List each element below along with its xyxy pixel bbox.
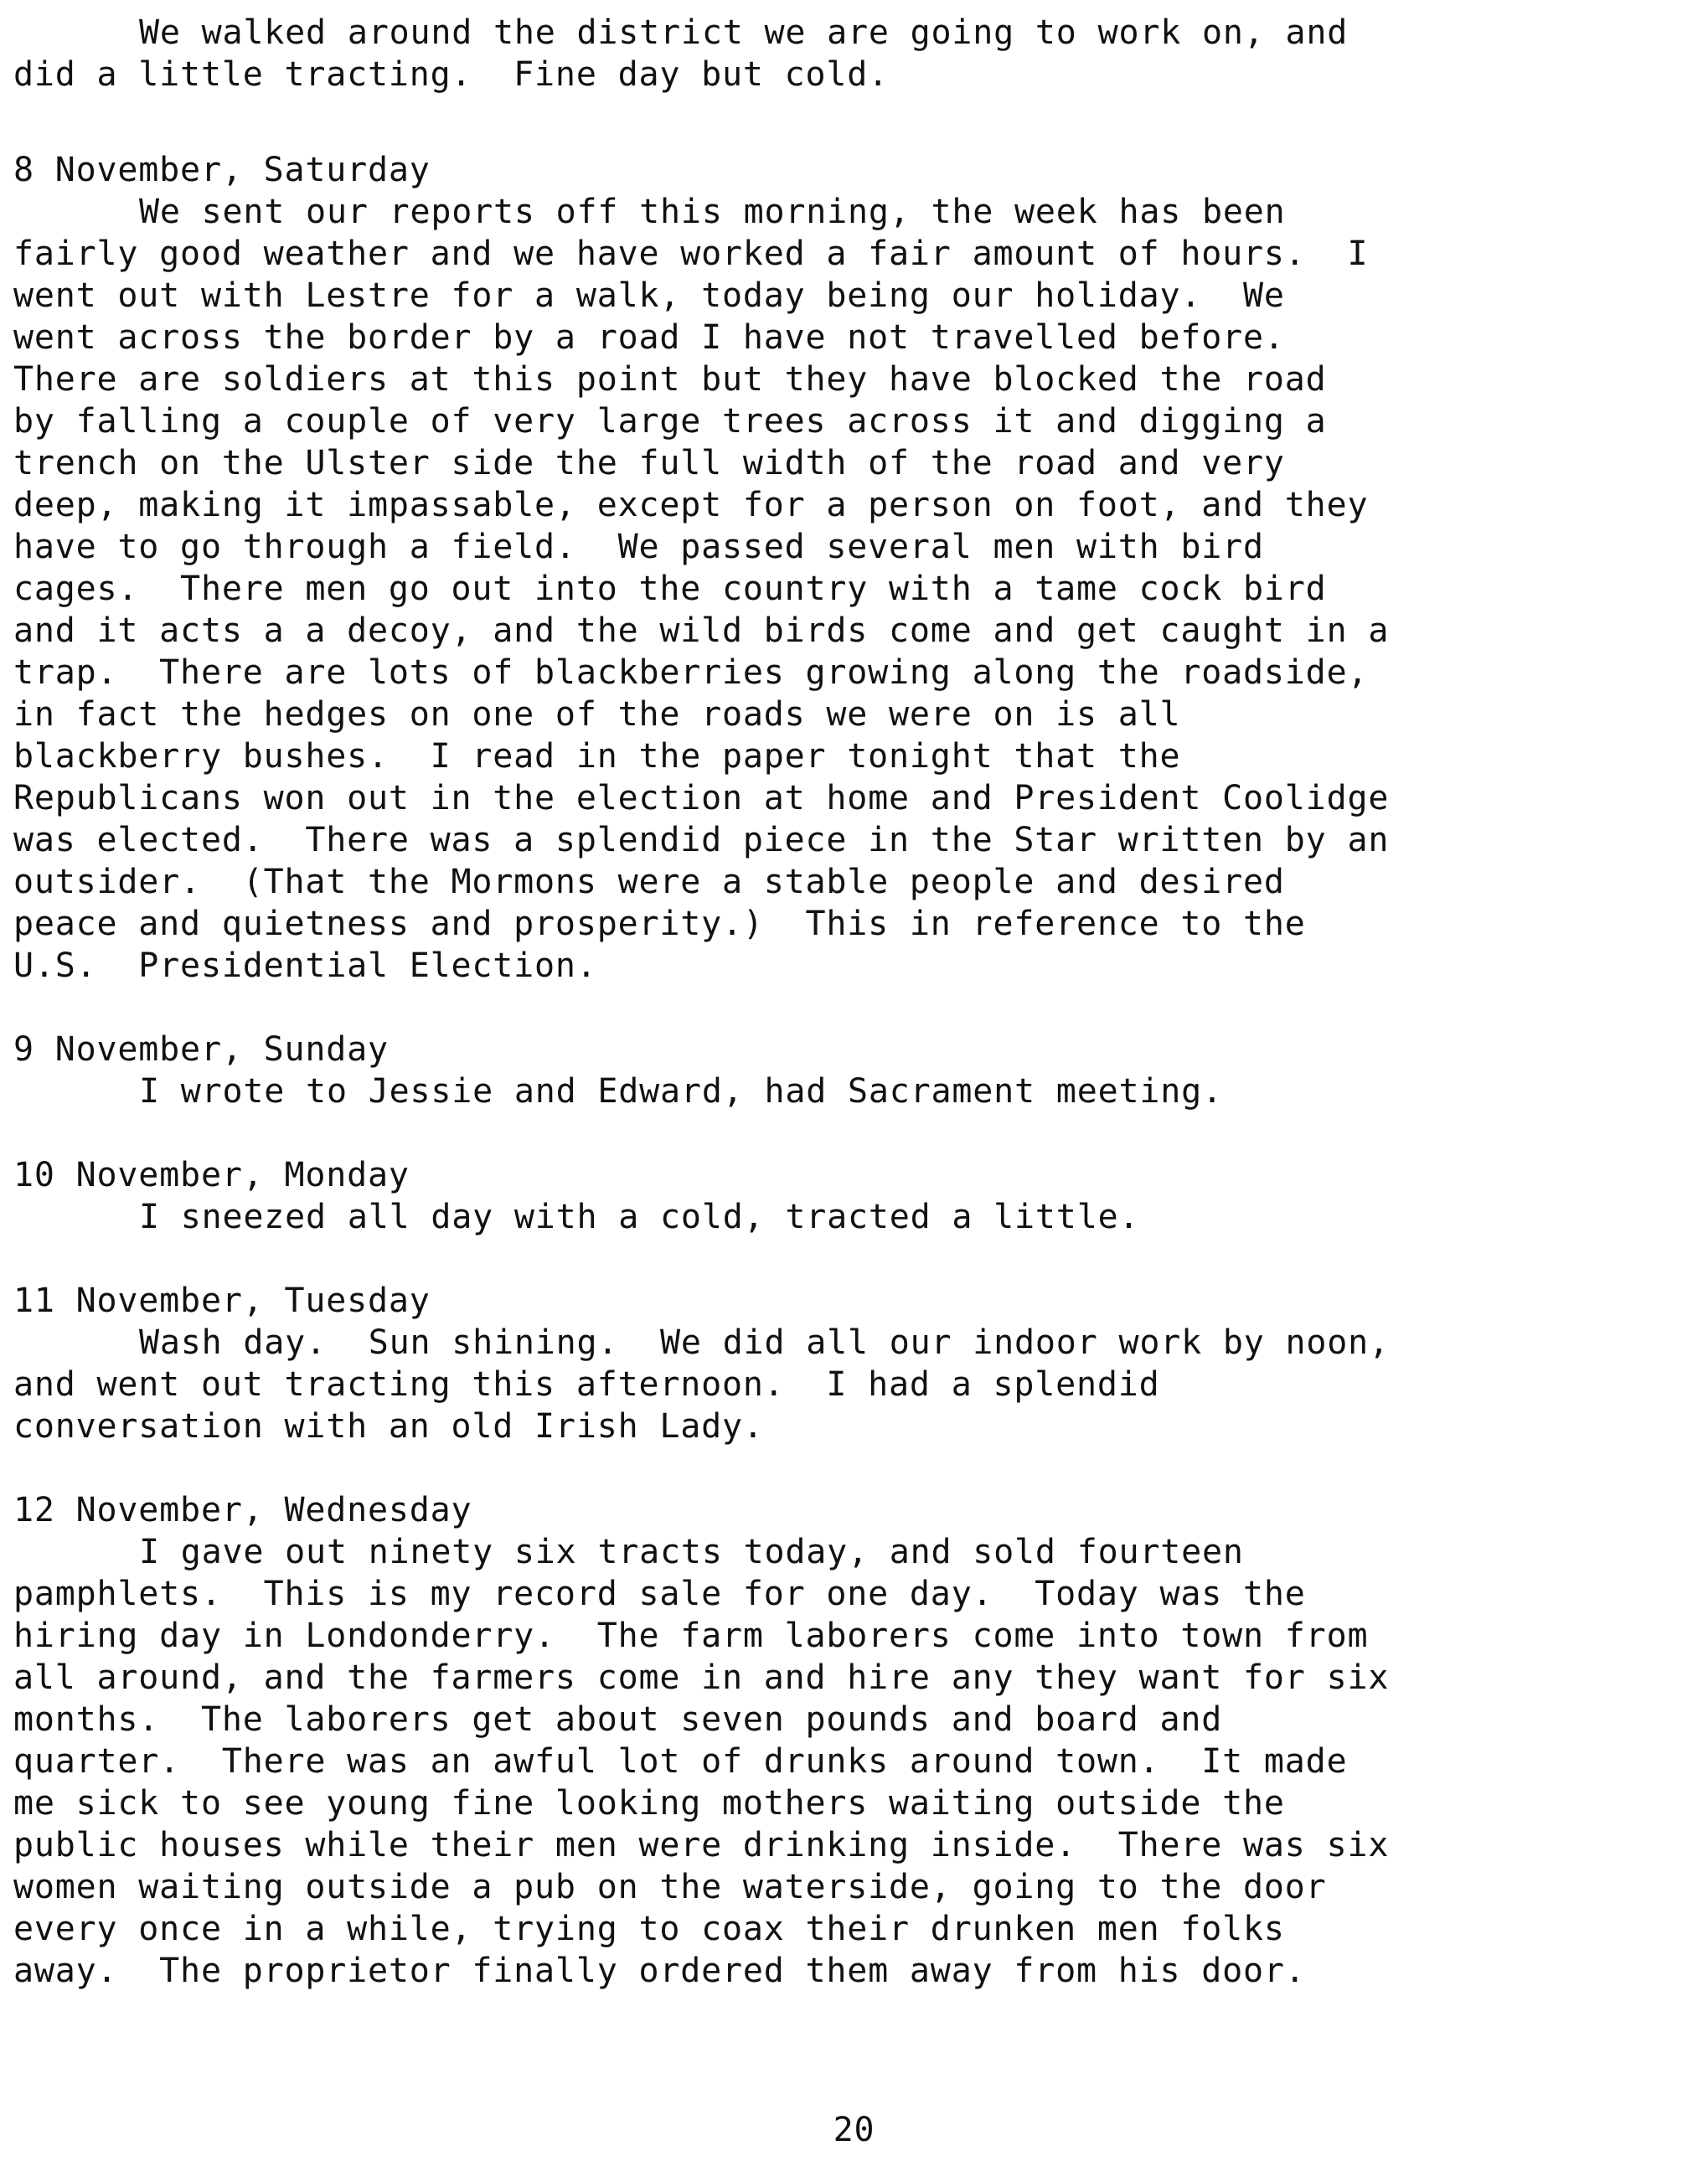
body-line: trap. There are lots of blackberries growing along the roadside, — [13, 653, 1369, 692]
body-line: trench on the Ulster side the full width of the road and very — [13, 444, 1285, 482]
body-line: women waiting outside a pub on the waterside, going to the door — [13, 1868, 1327, 1906]
body-line: away. The proprietor finally ordered them away from his door. — [13, 1952, 1306, 1990]
entry-9-november — [13, 1029, 1697, 1112]
body-line: every once in a while, trying to coax their drunken men folks — [13, 1910, 1285, 1948]
body-line: went across the border by a road I have not travelled before. — [13, 318, 1285, 357]
entry-heading: 11 November, Tuesday — [13, 1282, 431, 1320]
body-line: We sent our reports off this morning, the week has been — [139, 193, 1286, 231]
entry-heading: 12 November, Wednesday — [13, 1491, 472, 1529]
body-line: hiring day in Londonderry. The farm laborers come into town from — [13, 1617, 1369, 1655]
body-line: me sick to see young fine looking mothers waiting outside the — [13, 1784, 1285, 1823]
body-line: blackberry bushes. I read in the paper tonight that the — [13, 737, 1181, 776]
entry-11-november — [13, 1280, 1697, 1447]
body-line: did a little tracting. Fine day but cold. — [13, 55, 890, 94]
body-line: months. The laborers get about seven pounds and board and — [13, 1700, 1223, 1739]
body-line: There are soldiers at this point but they have blocked the road — [13, 360, 1327, 399]
entry-10-november — [13, 1154, 1697, 1238]
entry-8-november — [13, 149, 1697, 987]
body-line: public houses while their men were drinking inside. There was six — [13, 1826, 1390, 1864]
body-line: in fact the hedges on one of the roads we were on is all — [13, 695, 1181, 734]
entry-heading: 10 November, Monday — [13, 1156, 410, 1194]
body-line: and it acts a a decoy, and the wild birds come and get caught in a — [13, 611, 1390, 650]
entry-heading: 9 November, Sunday — [13, 1030, 389, 1069]
body-line: cages. There men go out into the country with a tame cock bird — [13, 570, 1327, 608]
body-line: all around, and the farmers come in and hire any they want for six — [13, 1658, 1390, 1697]
body-line: Republicans won out in the election at home and President Coolidge — [13, 779, 1390, 817]
body-line: went out with Lestre for a walk, today being our holiday. We — [13, 276, 1285, 315]
page-number: 20 — [833, 2111, 875, 2149]
body-line: peace and quietness and prosperity.) This in reference to the — [13, 905, 1306, 943]
body-line: I gave out ninety six tracts today, and sold fourteen — [139, 1533, 1244, 1571]
entry-continuation — [13, 12, 1697, 95]
entry-heading: 8 November, Saturday — [13, 151, 431, 189]
body-line: pamphlets. This is my record sale for one day. Today was the — [13, 1575, 1306, 1613]
body-line: and went out tracting this afternoon. I had a splendid — [13, 1365, 1160, 1404]
body-line: U.S. Presidential Election. — [13, 946, 597, 985]
body-line: I sneezed all day with a cold, tracted a little. — [139, 1198, 1140, 1236]
entry-12-november — [13, 1489, 1697, 1992]
body-line: Wash day. Sun shining. We did all our indoor work by noon, — [139, 1323, 1390, 1362]
body-line: I wrote to Jessie and Edward, had Sacrament meeting. — [139, 1072, 1223, 1111]
body-line: conversation with an old Irish Lady. — [13, 1407, 764, 1446]
body-line: by falling a couple of very large trees across it and digging a — [13, 402, 1327, 441]
body-line: We walked around the district we are going to work on, and — [139, 13, 1349, 52]
body-line: outsider. (That the Mormons were a stable people and desired — [13, 863, 1285, 901]
body-line: have to go through a field. We passed several men with bird — [13, 528, 1264, 566]
body-line: fairly good weather and we have worked a fair amount of hours. I — [13, 235, 1369, 273]
body-line: quarter. There was an awful lot of drunks around town. It made — [13, 1742, 1348, 1781]
body-line: deep, making it impassable, except for a person on foot, and they — [13, 486, 1369, 524]
body-line: was elected. There was a splendid piece in the Star written by an — [13, 821, 1390, 859]
